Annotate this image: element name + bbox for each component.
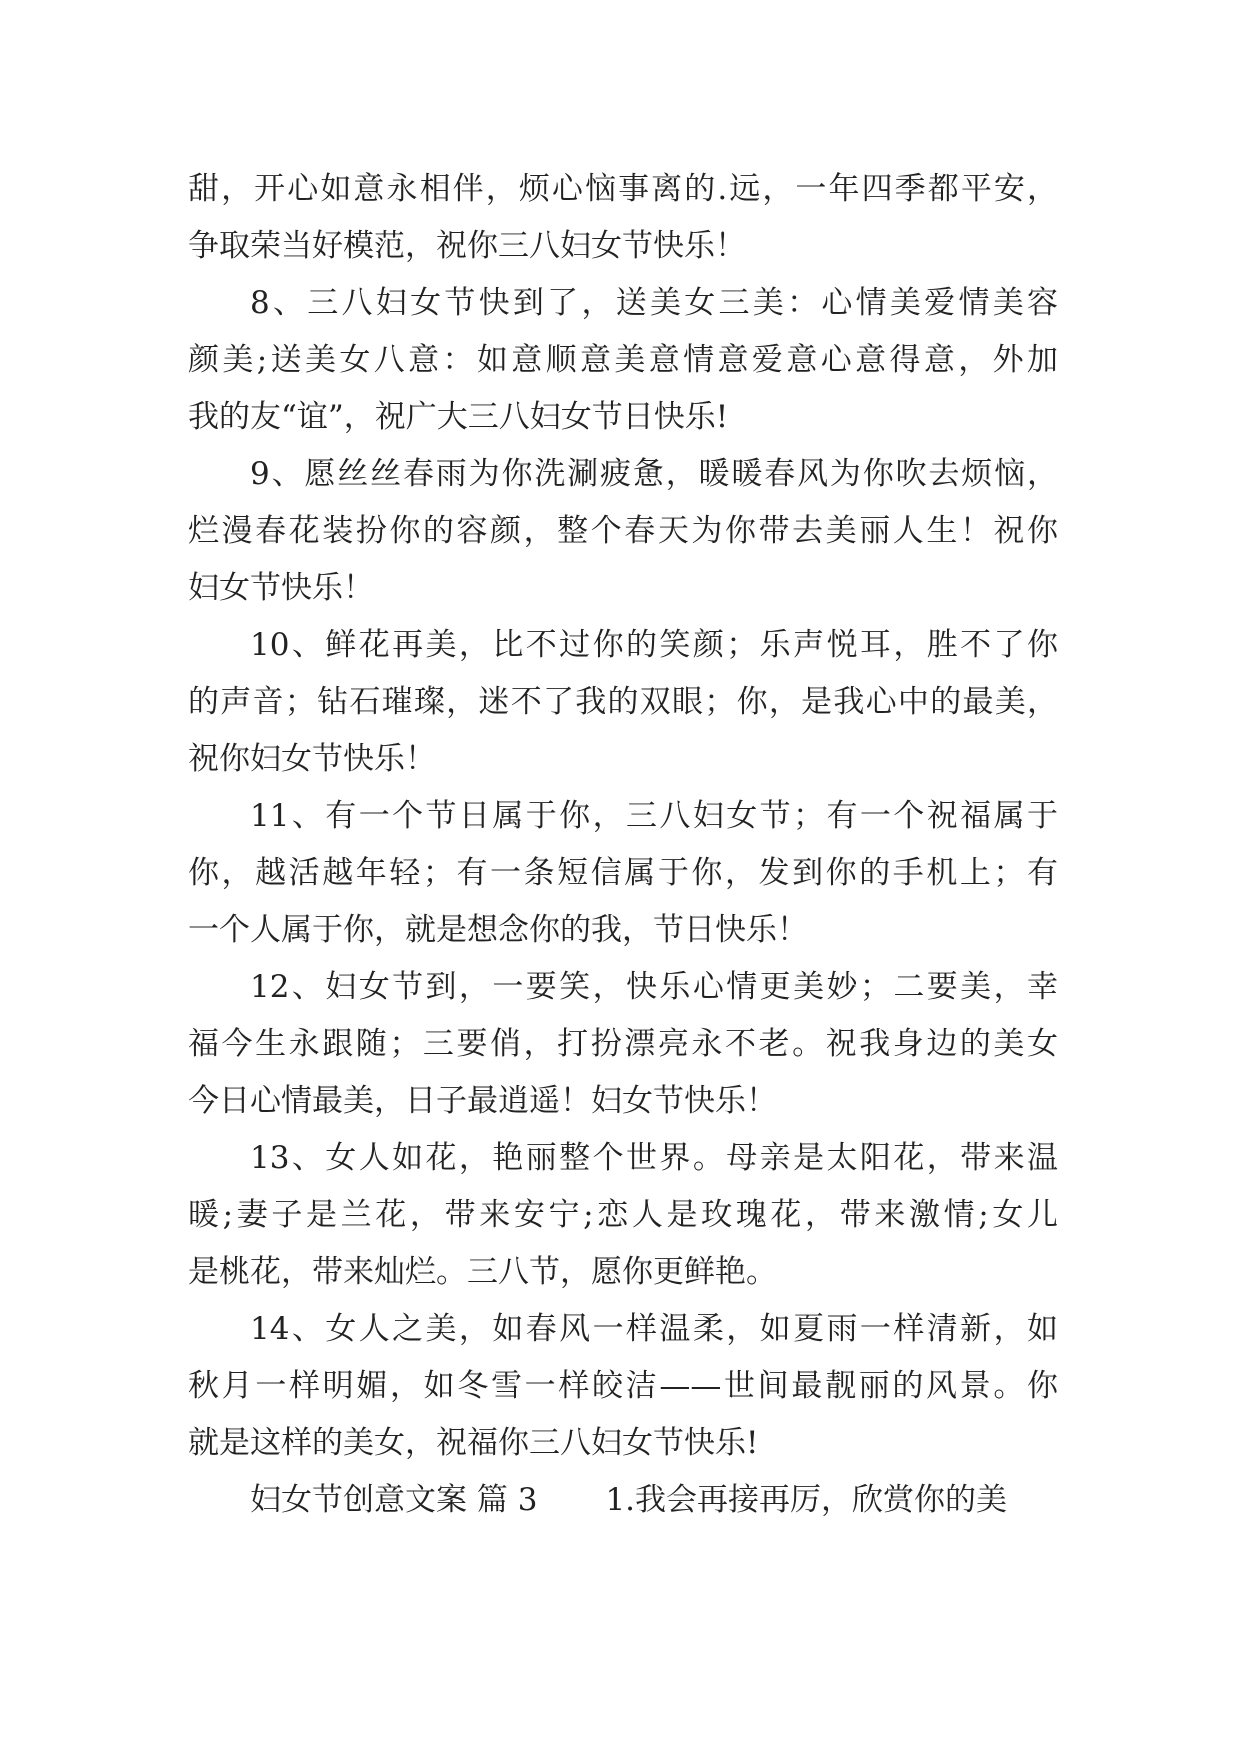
text-line: 今日心情最美，日子最逍遥！妇女节快乐！ <box>188 1083 777 1119</box>
text-line: 是桃花，带来灿烂。三八节，愿你更鲜艳。 <box>188 1254 777 1290</box>
list-item-8: 8、三八妇女节快到了，送美女三美：心情美爱情美容 <box>250 285 1058 321</box>
list-item-12: 12、妇女节到，一要笑，快乐心情更美妙；二要美，幸 <box>250 969 1058 1005</box>
section-heading: 妇女节创意文案 篇 3 <box>250 1482 538 1518</box>
text-line: 甜，开心如意永相伴，烦心恼事离的.远，一年四季都平安， <box>188 171 1058 207</box>
text-line: 颜美;送美女八意：如意顺意美意情意爱意心意得意，外加 <box>188 342 1058 378</box>
text-line: 一个人属于你，就是想念你的我，节日快乐！ <box>188 912 808 948</box>
text-line: 我的友“谊”，祝广大三八妇女节日快乐! <box>188 399 729 435</box>
text-line: 妇女节快乐！ <box>188 570 374 606</box>
text-line: 烂漫春花装扮你的容颜，整个春天为你带去美丽人生！祝你 <box>188 513 1058 549</box>
text-line: 的声音；钻石璀璨，迷不了我的双眼；你，是我心中的最美， <box>188 684 1058 720</box>
text-line: 你，越活越年轻；有一条短信属于你，发到你的手机上；有 <box>188 855 1058 891</box>
text-line: 祝你妇女节快乐！ <box>188 741 436 777</box>
list-item-13: 13、女人如花，艳丽整个世界。母亲是太阳花，带来温 <box>250 1140 1058 1176</box>
text-line: 福今生永跟随；三要俏，打扮漂亮永不老。祝我身边的美女 <box>188 1026 1058 1062</box>
text-line: 暖;妻子是兰花，带来安宁;恋人是玫瑰花，带来激情;女儿 <box>188 1197 1058 1233</box>
text-line: 秋月一样明媚，如冬雪一样皎洁——世间最靓丽的风景。你 <box>188 1368 1058 1404</box>
section-row <box>250 1472 1058 1528</box>
section-first-item: 1.我会再接再厉，欣赏你的美 <box>605 1482 1008 1518</box>
list-item-11: 11、有一个节日属于你，三八妇女节；有一个祝福属于 <box>250 798 1058 834</box>
list-item-10: 10、鲜花再美，比不过你的笑颜；乐声悦耳，胜不了你 <box>250 627 1058 663</box>
list-item-14: 14、女人之美，如春风一样温柔，如夏雨一样清新，如 <box>250 1311 1058 1347</box>
text-line: 就是这样的美女，祝福你三八妇女节快乐! <box>188 1425 759 1461</box>
list-item-9: 9、愿丝丝春雨为你洗涮疲惫，暖暖春风为你吹去烦恼， <box>250 456 1058 492</box>
text-line: 争取荣当好模范，祝你三八妇女节快乐！ <box>188 228 746 264</box>
